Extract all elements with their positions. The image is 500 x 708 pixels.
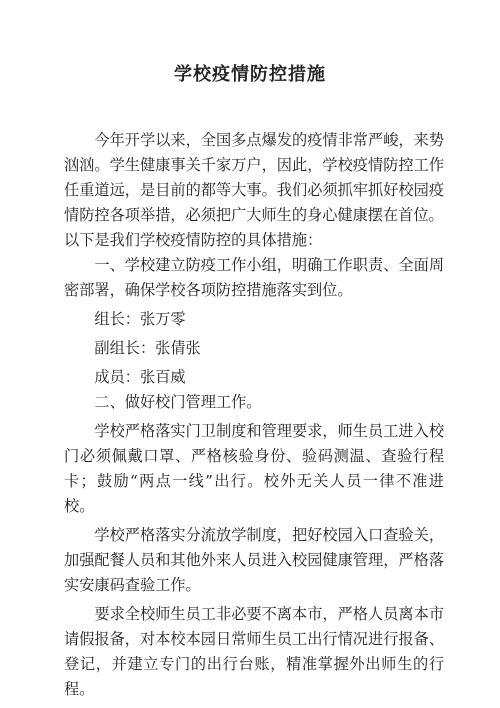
document-body	[64, 128, 444, 702]
paragraph-dismissal: 学校严格落实分流放学制度，把好校园入口查验关，加强配餐人员和其他外来人员进入校园健康管理，严格落实安康码查验工作。	[64, 526, 444, 594]
paragraph-section-1: 一、学校建立防疫工作小组，明确工作职责、全面周密部署，确保学校各项防控措施落实到位。	[64, 256, 444, 299]
paragraph-leader: 组长：张万零	[94, 310, 186, 328]
paragraph-deputy-leader: 副组长：张倩张	[94, 339, 201, 357]
paragraph-section-2: 二、做好校门管理工作。	[94, 393, 262, 411]
document-title: 学校疫情防控措施	[174, 64, 326, 85]
paragraph-gate-management: 学校严格落实门卫制度和管理要求，师生员工进入校门必须佩戴口罩、严格核验身份、验码测温、查验行程卡；鼓励“两点一线”出行。校外无关人员一律不准进校。	[64, 422, 444, 515]
paragraph-members: 成员：张百威	[94, 368, 186, 386]
paragraph-intro: 今年开学以来，全国多点爆发的疫情非常严峻，来势汹汹。学生健康事关千家万户，因此，学校疫情防控工作任重道远，是目前的都等大事。我们必须抓牢抓好校园疫情防控各项举措，必须把广大师生的身心健康摆在首位。	[64, 131, 444, 224]
paragraph-travel: 要求全校师生员工非必要不离本市，严格人员离本市请假报备，对本校本园日常师生员工出行情况进行报备、登记，并建立专门的出行台账，精准掌握外出师生的行程。	[64, 605, 444, 698]
paragraph-measures-intro: 以下是我们学校疫情防控的具体措施：	[64, 231, 323, 249]
